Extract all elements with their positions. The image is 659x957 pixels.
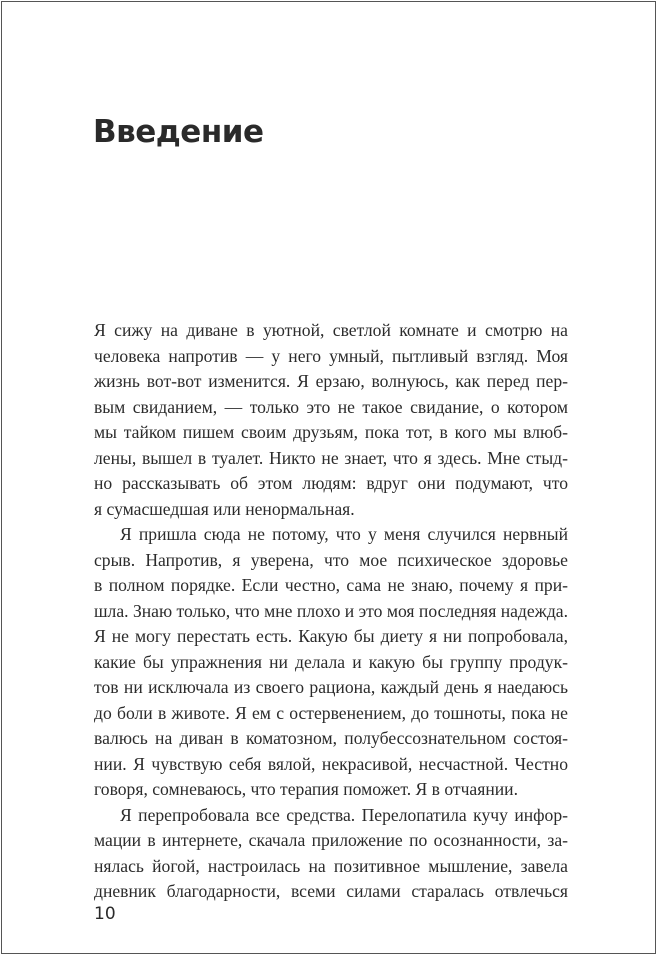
text-line: срыв. Напротив, я уверена, что мое психическое здоровье xyxy=(94,549,568,570)
text-line: Я перепробовала все средства. Перелопатила кучу инфор- xyxy=(120,804,568,825)
text-line: нии. Я чувствую себя вялой, некрасивой, несчастной. Честно xyxy=(94,753,568,774)
page-number: 10 xyxy=(94,904,116,924)
text-line: но рассказывать об этом людям: вдруг они подумают, что xyxy=(94,473,568,493)
text-line: какие бы упражнения ни делала и какую бы группу продук- xyxy=(94,651,568,672)
text-line: мации в интернете, скачала приложение по осознанности, за- xyxy=(94,830,568,850)
text-line: я сумасшедшая или ненормальная. xyxy=(94,498,355,519)
text-line: Я сижу на диване в уютной, светлой комнате и смотрю на xyxy=(94,320,568,340)
text-line: до боли в животе. Я ем с остервенением, до тошноты, пока не xyxy=(94,702,568,723)
text-line: в полном порядке. Если честно, сама не знаю, почему я при- xyxy=(94,575,568,595)
chapter-title: Введение xyxy=(93,114,264,150)
text-line: говоря, сомневаюсь, что терапия поможет. Я в отчаянии. xyxy=(94,779,518,799)
text-line: лены, вышел в туалет. Никто не знает, что я здесь. Мне стыд- xyxy=(94,447,568,468)
body-text xyxy=(94,318,568,905)
text-line: валюсь на диван в коматозном, полубессознательном состоя- xyxy=(94,728,568,748)
text-line: Я пришла сюда не потому, что у меня случился нервный xyxy=(120,524,568,544)
text-line: тов ни исключала из своего рациона, каждый день я наедаюсь xyxy=(94,677,568,697)
text-line: жизнь вот-вот изменится. Я ерзаю, волнуюсь, как перед пер- xyxy=(94,371,568,391)
text-line: вым свиданием, — только это не такое свидание, о котором xyxy=(94,396,568,417)
text-line: шла. Знаю только, что мне плохо и это моя последняя надежда. xyxy=(94,600,568,621)
text-line: нялась йогой, настроилась на позитивное мышление, завела xyxy=(94,855,568,876)
text-line: Я не могу перестать есть. Какую бы диету я ни попробовала, xyxy=(94,626,568,646)
text-line: дневник благодарности, всеми силами старалась отвлечься xyxy=(94,881,568,901)
text-line: мы тайком пишем своим друзьям, пока тот, в кого мы влюб- xyxy=(94,422,568,442)
text-line: человека напротив — у него умный, пытливый взгляд. Моя xyxy=(94,345,568,366)
